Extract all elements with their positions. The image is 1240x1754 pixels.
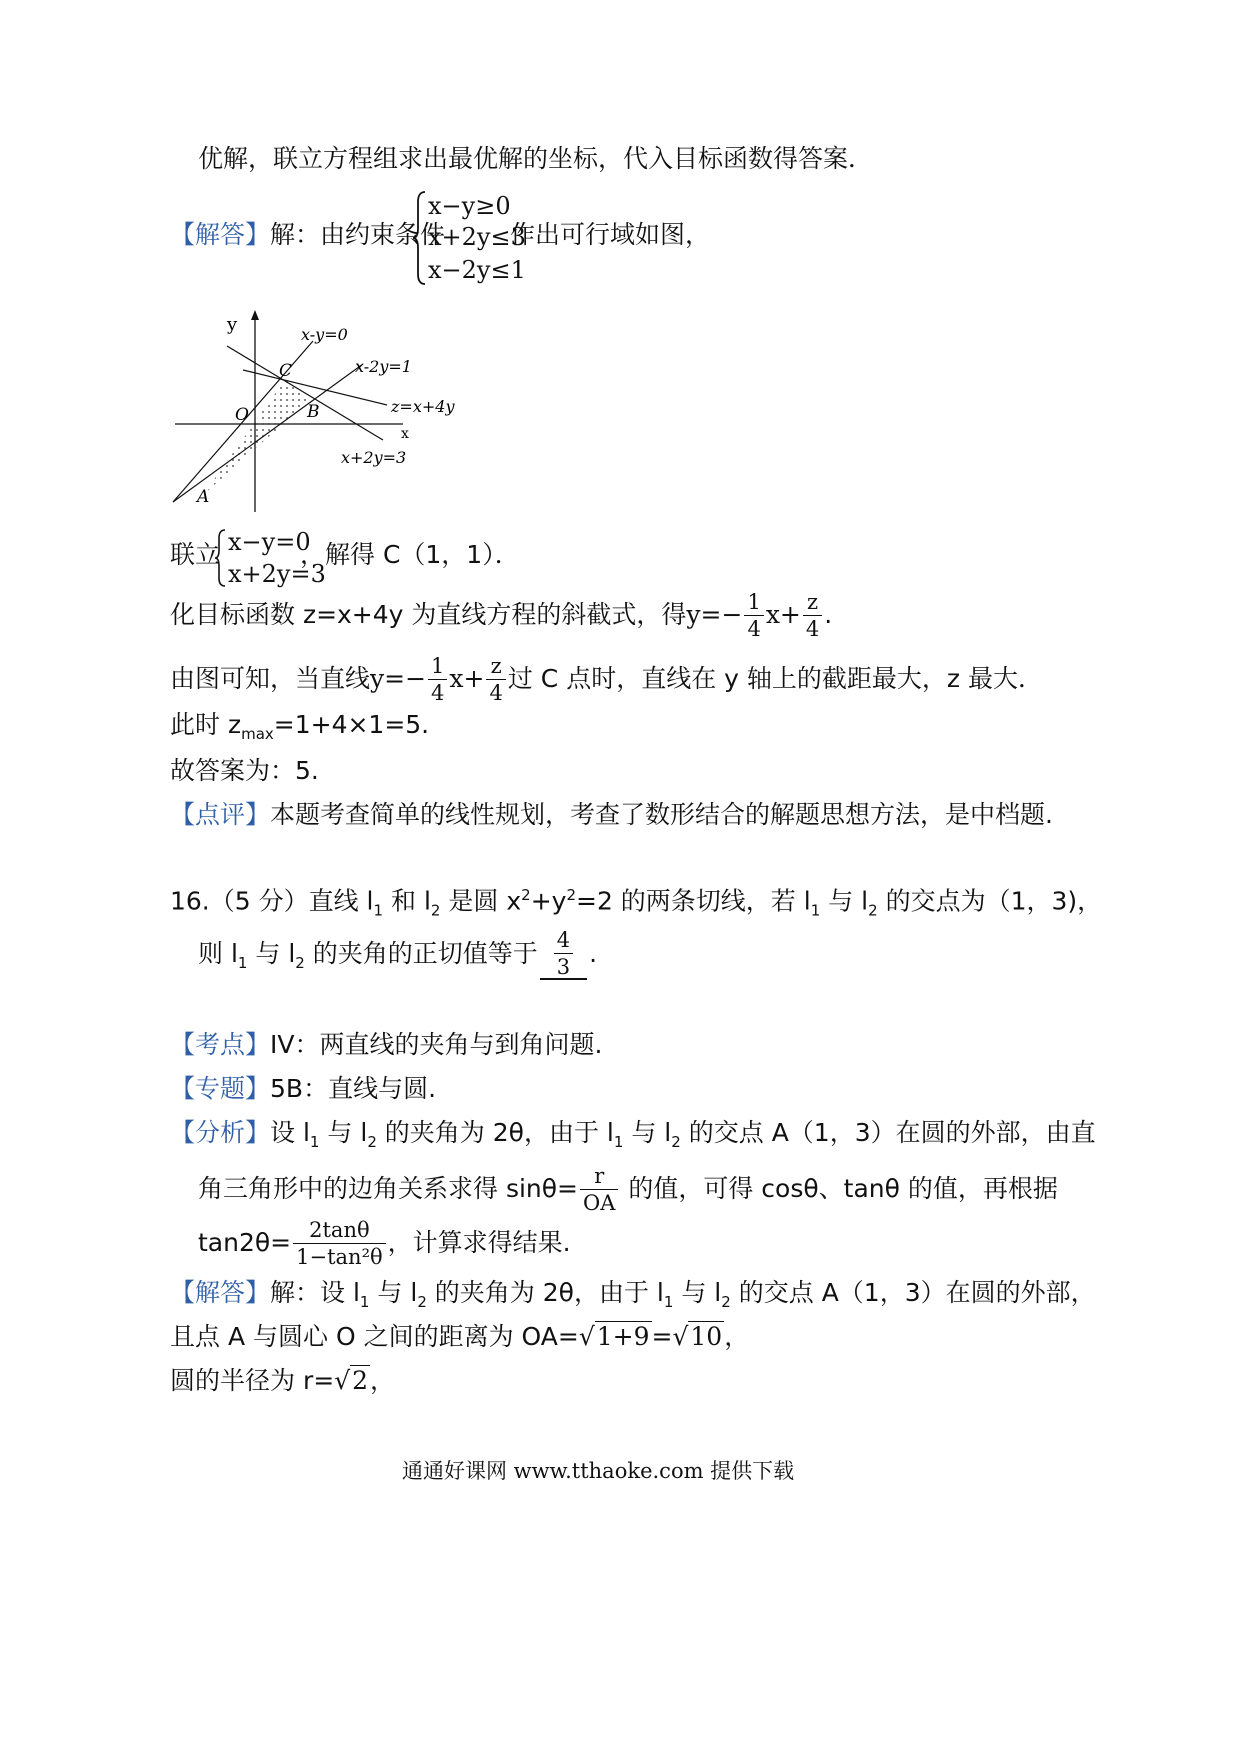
point-b-label: B: [307, 402, 320, 422]
comment-15: [170, 802, 1053, 827]
solution-tag: 【解答】: [170, 220, 271, 249]
x-axis-label: x: [401, 426, 409, 442]
q16-text: 和 l: [383, 886, 431, 916]
solution-16-line-3: 圆的半径为 r=√2，: [170, 1366, 396, 1395]
y-axis-label: y: [227, 314, 238, 335]
frac-numerator: z: [803, 592, 822, 616]
solution-16-text: =: [651, 1322, 673, 1351]
simultaneous-result: ，解得 C（1，1）．: [300, 540, 520, 569]
q16-text: 的夹角的正切值等于: [304, 939, 538, 968]
graph-reasoning-line: [170, 656, 1043, 704]
solution-16-tag: 【解答】: [170, 1278, 271, 1307]
q16-text: 是圆 x: [440, 886, 522, 916]
comment-text: 本题考查简单的线性规划，考查了数形结合的解题思想方法，是中档题.: [270, 800, 1053, 829]
q16-sub: 2: [868, 901, 878, 920]
slope-intercept-text: 化目标函数 z=x+4y 为直线方程的斜截式，得: [170, 600, 687, 629]
simultaneous-eq-1: x−y=0: [228, 528, 311, 556]
q16-text: 与 l: [247, 939, 296, 968]
sqrt-radicand: 10: [690, 1322, 723, 1351]
constraint-1: x−y≥0: [428, 192, 511, 220]
zhuanti-tag: 【专题】: [170, 1074, 271, 1103]
answer-15: 故答案为：5.: [170, 756, 319, 785]
analysis-text: 与 l: [319, 1118, 368, 1147]
origin-label: O: [235, 405, 249, 425]
feasible-region-figure: [165, 308, 465, 518]
analysis-sub: 1: [613, 1133, 624, 1151]
expr-mid: x+: [765, 600, 801, 629]
analysis-text: 设 l: [270, 1118, 310, 1147]
solution-16-text: 圆的半径为 r=: [170, 1366, 335, 1395]
frac-denominator: OA: [583, 1191, 616, 1215]
analysis-line-3: [198, 1220, 571, 1268]
point-a-label: A: [197, 487, 210, 507]
q16-text: =2 的两条切线，若 l: [576, 886, 811, 916]
q16-text: 的交点为（1，3)，: [877, 886, 1103, 916]
q16-sup: 2: [521, 886, 531, 904]
frac-denominator: 4: [489, 681, 503, 705]
expr-y: y=−: [686, 600, 743, 629]
frac-denominator: 4: [805, 617, 820, 641]
zmax-post: =1+4×1=5.: [273, 710, 430, 739]
slope-intercept-line: [170, 592, 832, 640]
q16-sub: 2: [295, 954, 305, 972]
expr-mid: x+: [449, 664, 485, 693]
q16-text: 与 l: [820, 886, 869, 916]
frac-denominator: 4: [747, 617, 761, 641]
analysis-sub: 2: [367, 1133, 377, 1151]
analysis-line-1: [170, 1120, 1096, 1150]
question-16-line-2: [198, 930, 597, 980]
analysis-text: tan2θ=: [198, 1228, 292, 1257]
frac-numerator: z: [486, 656, 505, 680]
sqrt-radicand: 2: [352, 1366, 369, 1395]
solution-16-text: 的交点 A（1，3）在圆的外部，: [730, 1278, 1096, 1307]
answer-numerator: 4: [554, 930, 573, 954]
solution-16-text: ，: [370, 1366, 396, 1395]
q16-text: 16.（5 分）直线 l: [170, 886, 374, 916]
solution-16-sub: 1: [663, 1293, 674, 1311]
comment-tag: 【点评】: [170, 800, 271, 829]
solution-16-text: 与 l: [673, 1278, 722, 1307]
q16-sub: 1: [237, 954, 248, 972]
analysis-sub: 2: [671, 1133, 681, 1151]
solution-16-sub: 2: [721, 1293, 731, 1311]
q16-sup: 2: [566, 886, 576, 904]
zmax-sub: max: [241, 725, 274, 743]
analysis-text: 与 l: [623, 1118, 672, 1147]
constraint-brace: [412, 190, 428, 286]
answer-denominator: 3: [556, 955, 571, 979]
kaodian-tag: 【考点】: [170, 1030, 271, 1059]
analysis-line-2: [198, 1166, 1058, 1214]
page-footer: 通通好课网 www.tthaoke.com 提供下载: [402, 1459, 795, 1483]
sqrt-radicand: 1+9: [596, 1322, 650, 1351]
solution-16-text: 的夹角为 2θ，由于 l: [426, 1278, 664, 1307]
solution-16-text: 与 l: [369, 1278, 418, 1307]
analysis-tag: 【分析】: [170, 1118, 271, 1147]
solution-16-text: 且点 A 与圆心 O 之间的距离为 OA=: [170, 1322, 579, 1351]
frac-denominator: 4: [431, 681, 445, 705]
constraint-3: x−2y≤1: [428, 256, 526, 284]
q16-sub: 1: [373, 901, 384, 920]
frac-numerator: 1: [428, 656, 447, 680]
question-16-line-1: [170, 888, 1102, 918]
frac-numerator: 2tanθ: [293, 1220, 386, 1244]
q16-sub: 1: [810, 901, 821, 920]
solution-16-sub: 2: [417, 1293, 427, 1311]
label-x-2y-3: x+2y=3: [341, 448, 407, 467]
q16-text: 则 l: [198, 939, 238, 968]
answer-blank: [540, 930, 587, 980]
simultaneous-lead: 联立: [170, 540, 221, 569]
feasible-region: [203, 377, 309, 495]
solution-post-text: 作出可行域如图，: [510, 220, 711, 249]
intro-line: 优解，联立方程组求出最优解的坐标，代入目标函数得答案．: [198, 144, 874, 173]
analysis-text: 的值，可得 cosθ、tanθ 的值，再根据: [620, 1174, 1058, 1203]
analysis-text: 的交点 A（1，3）在圆的外部，由直: [680, 1118, 1096, 1147]
analysis-sub: 1: [309, 1133, 320, 1151]
frac-numerator: r: [580, 1166, 618, 1190]
line-x-minus-2y: [173, 364, 363, 502]
analysis-text: 角三角形中的边角关系求得 sinθ=: [198, 1174, 579, 1203]
analysis-text: 的夹角为 2θ，由于 l: [376, 1118, 614, 1147]
kaodian: [170, 1032, 602, 1057]
solution-pre-text: 解：由约束条件: [270, 220, 446, 249]
simultaneous-eq-2: x+2y=3: [228, 560, 326, 588]
simultaneous-brace: [214, 528, 228, 588]
zmax-pre: 此时 z: [170, 710, 242, 739]
solution-16-line-1: [170, 1280, 1096, 1310]
zmax-line: [170, 712, 429, 742]
q16-text: +y: [530, 886, 567, 916]
solution-15-lead: [170, 222, 445, 247]
frac-numerator: 1: [744, 592, 763, 616]
expr-end: .: [824, 600, 833, 629]
expr-y: y=−: [370, 664, 427, 693]
zhuanti-text: 5B：直线与圆.: [270, 1074, 437, 1103]
q16-text: .: [589, 939, 598, 968]
label-objective: z=x+4y: [391, 397, 455, 416]
point-c-label: C: [279, 361, 293, 381]
kaodian-text: IV：两直线的夹角与到角问题.: [270, 1030, 603, 1059]
graph-reasoning-post: 过 C 点时，直线在 y 轴上的截距最大，z 最大．: [507, 664, 1043, 693]
solution-16-text: 解：设 l: [270, 1278, 360, 1307]
solution-16-sub: 1: [359, 1293, 370, 1311]
zhuanti: [170, 1076, 436, 1101]
solution-16-line-2: 且点 A 与圆心 O 之间的距离为 OA=√1+9=√10，: [170, 1322, 750, 1351]
analysis-text: ，计算求得结果.: [387, 1228, 571, 1257]
constraint-2: x+2y≤3: [428, 223, 526, 251]
label-x-y-0: x-y=0: [301, 325, 348, 344]
label-x-2y-1: x-2y=1: [355, 357, 412, 376]
q16-sub: 2: [430, 901, 441, 920]
graph-reasoning-pre: 由图可知，当直线: [170, 664, 371, 693]
solution-16-text: ，: [724, 1322, 750, 1351]
frac-denominator: 1−tan²θ: [296, 1245, 383, 1269]
